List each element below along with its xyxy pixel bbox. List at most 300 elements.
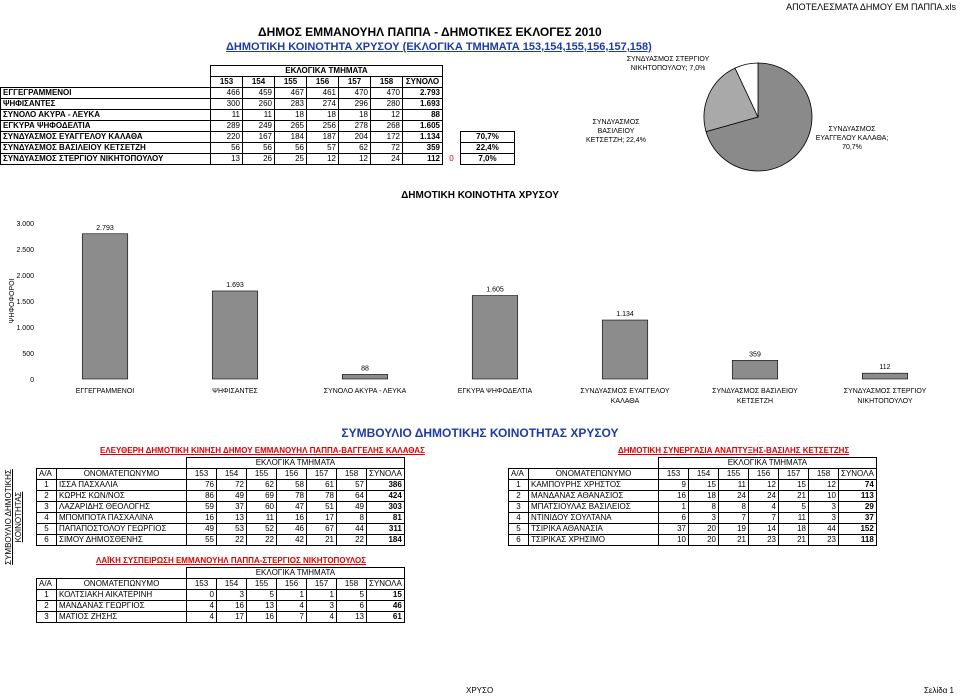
council-cell: 78 [277, 491, 307, 502]
summary-extra [443, 110, 461, 121]
table-row [509, 491, 877, 502]
council-list-title: ΔΗΜΟΤΙΚΗ ΣΥΝΕΡΓΑΣΙΑ ΑΝΑΠΤΥΞΗΣ-ΒΑΣΙΛΗΣ ΚΕΤΣΕΤΖΗΣ [618, 446, 850, 455]
council-total: 15 [367, 590, 405, 601]
council-row-aa: 1 [37, 590, 57, 601]
summary-cell: 278 [339, 121, 371, 132]
council-row-name: ΣΙΜΟΥ ΔΗΜΟΣΘΕΝΗΣ [57, 535, 187, 546]
summary-extra [443, 132, 461, 143]
council-group-header: ΕΚΛΟΓΙΚΑ ΤΜΗΜΑΤΑ [187, 458, 405, 469]
summary-cell: 12 [339, 154, 371, 165]
council-cell: 37 [217, 502, 247, 513]
bar-chart [0, 205, 960, 415]
council-cell: 15 [689, 480, 719, 491]
council-cell: 86 [187, 491, 217, 502]
council-row-aa: 4 [37, 513, 57, 524]
council-cell: 1 [659, 502, 689, 513]
summary-row [1, 88, 515, 99]
council-col-name: ΟΝΟΜΑΤΕΠΩΝΥΜΟ [57, 579, 187, 590]
council-total: 81 [367, 513, 405, 524]
bar-y-label: ΨΗΦΟΦΟΡΟΙ [9, 278, 16, 324]
table-row [37, 524, 405, 535]
bar [342, 374, 388, 379]
council-cell: 59 [187, 502, 217, 513]
council-cell: 3 [689, 513, 719, 524]
summary-cell: 56 [243, 143, 275, 154]
council-total: 46 [367, 601, 405, 612]
summary-cell: 18 [275, 110, 307, 121]
summary-cell: 18 [339, 110, 371, 121]
summary-pct: 70,7% [461, 132, 515, 143]
council-cell: 14 [749, 524, 779, 535]
bar-category-label: ΣΥΝΔΥΑΣΜΟΣ ΒΑΣΙΛΕΙΟΥ ΚΕΤΣΕΤΖΗ [712, 388, 798, 405]
bar [862, 373, 908, 379]
council-col-header: 153 [187, 469, 217, 480]
summary-total: 359 [403, 143, 443, 154]
summary-cell: 56 [211, 143, 243, 154]
bar-category-label: ΣΥΝΟΛΟ ΑΚΥΡΑ - ΛΕΥΚΑ [323, 388, 407, 395]
council-list-title: ΛΑΪΚΗ ΣΥΣΠΕΙΡΩΣΗ ΕΜΜΑΝΟΥΗΛ ΠΑΠΠΑ-ΣΤΕΡΓΙΟΣ ΝΙΚΗΤΟΠΟΥΛΟΣ [96, 556, 367, 565]
council-cell: 58 [277, 480, 307, 491]
council-col-header: ΣΥΝΟΛΑ [367, 469, 405, 480]
summary-cell: 13 [211, 154, 243, 165]
council-cell: 37 [659, 524, 689, 535]
council-total: 386 [367, 480, 405, 491]
council-total: 184 [367, 535, 405, 546]
council-col-header: 156 [277, 579, 307, 590]
summary-cell: 470 [371, 88, 403, 99]
table-row [37, 480, 405, 491]
summary-table [0, 65, 515, 165]
council-cell: 78 [307, 491, 337, 502]
council-cell: 4 [749, 502, 779, 513]
council-cell: 12 [749, 480, 779, 491]
table-row [37, 535, 405, 546]
council-col-aa: Α/Α [509, 469, 529, 480]
summary-extra [443, 88, 461, 99]
council-col-header: 154 [217, 469, 247, 480]
council-cell: 46 [277, 524, 307, 535]
council-side-label: ΣΥΜΒΟΥΛΙΟ ΔΗΜΟΤΙΚΗΣ ΚΟΙΝΟΤΗΤΑΣ [4, 469, 23, 565]
council-col-header: 158 [337, 579, 367, 590]
council-cell: 11 [247, 513, 277, 524]
summary-cell: 184 [275, 132, 307, 143]
summary-cell: 220 [211, 132, 243, 143]
council-cell: 15 [779, 480, 809, 491]
council-list-table [508, 457, 877, 546]
summary-cell: 57 [307, 143, 339, 154]
council-cell: 12 [809, 480, 839, 491]
council-cell: 1 [307, 590, 337, 601]
council-cell: 3 [307, 601, 337, 612]
summary-cell: 300 [211, 99, 243, 110]
council-row-name: ΤΣΙΡΙΚΑ ΑΘΑΝΑΣΙΑ [529, 524, 659, 535]
council-row-aa: 2 [37, 491, 57, 502]
council-row-name: ΙΣΣΑ ΠΑΣΧΑΛΙΑ [57, 480, 187, 491]
summary-total: 1.134 [403, 132, 443, 143]
council-cell: 5 [247, 590, 277, 601]
summary-cell: 72 [371, 143, 403, 154]
council-cell: 61 [307, 480, 337, 491]
council-cell: 24 [719, 491, 749, 502]
pie-label-nikitopoulos: ΣΥΝΔΥΑΣΜΟΣ ΣΤΕΡΓΙΟΥ ΝΙΚΗΤΟΠΟΥΛΟΥ; 7,0% [626, 56, 710, 72]
council-col-header: 155 [719, 469, 749, 480]
council-row-aa: 6 [509, 535, 529, 546]
council-row-aa: 3 [37, 502, 57, 513]
council-cell: 16 [187, 513, 217, 524]
footer-page: Σελίδα 1 [923, 686, 954, 695]
council-total: 61 [367, 612, 405, 623]
council-total: 29 [839, 502, 877, 513]
summary-row [1, 154, 515, 165]
council-col-header: 157 [307, 469, 337, 480]
council-cell: 8 [689, 502, 719, 513]
summary-col-header: 157 [339, 77, 371, 88]
council-row-aa: 6 [37, 535, 57, 546]
council-total: 303 [367, 502, 405, 513]
summary-col-header: 155 [275, 77, 307, 88]
bar-y-tick: 3.000 [16, 221, 34, 228]
council-cell: 19 [719, 524, 749, 535]
summary-cell: 256 [307, 121, 339, 132]
page-title: ΔΗΜΟΣ ΕΜΜΑΝΟΥΗΛ ΠΑΠΠΑ - ΔΗΜΟΤΙΚΕΣ ΕΚΛΟΓΕΣ 2010 [258, 25, 602, 39]
council-col-header: 154 [689, 469, 719, 480]
table-row [509, 502, 877, 513]
council-col-header: 155 [247, 579, 277, 590]
summary-pct [461, 110, 515, 121]
council-row-name: ΝΤΙΝΙΔΟΥ ΣΟΥΛΤΑΝΑ [529, 513, 659, 524]
council-col-header: 153 [187, 579, 217, 590]
summary-cell: 187 [307, 132, 339, 143]
summary-col-header: ΣΥΝΟΛΟ [403, 77, 443, 88]
council-col-header: 157 [307, 579, 337, 590]
summary-cell: 25 [275, 154, 307, 165]
bar-value-label: 112 [879, 364, 891, 372]
summary-cell: 249 [243, 121, 275, 132]
council-cell: 20 [689, 524, 719, 535]
council-cell: 4 [277, 601, 307, 612]
summary-cell: 167 [243, 132, 275, 143]
council-list-table [36, 567, 405, 623]
council-total: 311 [367, 524, 405, 535]
bar-chart-title: ΔΗΜΟΤΙΚΗ ΚΟΙΝΟΤΗΤΑ ΧΡΥΣΟΥ [401, 190, 559, 201]
council-cell: 3 [217, 590, 247, 601]
council-row-aa: 3 [509, 502, 529, 513]
summary-pct [461, 88, 515, 99]
council-cell: 21 [779, 535, 809, 546]
bar-category-label: ΨΗΦΙΣΑΝΤΕΣ [212, 388, 258, 395]
council-row-aa: 1 [37, 480, 57, 491]
pie-label-kalatha: ΣΥΝΔΥΑΣΜΟΣ ΕΥΑΓΓΕΛΟΥ ΚΑΛΑΘΑ; 70,7% [815, 126, 889, 151]
summary-total: 2.793 [403, 88, 443, 99]
council-row-aa: 2 [37, 601, 57, 612]
summary-cell: 56 [275, 143, 307, 154]
summary-row-label: ΣΥΝΔΥΑΣΜΟΣ ΕΥΑΓΓΕΛΟΥ ΚΑΛΑΘΑ [1, 132, 211, 143]
council-list-title: ΕΛΕΥΘΕΡΗ ΔΗΜΟΤΙΚΗ ΚΙΝΗΣΗ ΔΗΜΟΥ ΕΜΜΑΝΟΥΗΛ ΠΑΠΠΑ-ΒΑΓΓΕΛΗΣ ΚΑΛΑΘΑΣ [100, 446, 425, 455]
summary-cell: 62 [339, 143, 371, 154]
council-row-aa: 1 [509, 480, 529, 491]
council-cell: 44 [809, 524, 839, 535]
council-cell: 6 [659, 513, 689, 524]
council-cell: 23 [749, 535, 779, 546]
council-group-header: ΕΚΛΟΓΙΚΑ ΤΜΗΜΑΤΑ [659, 458, 877, 469]
bar-value-label: 359 [749, 351, 761, 359]
council-col-header: 157 [779, 469, 809, 480]
summary-cell: 26 [243, 154, 275, 165]
council-cell: 21 [307, 535, 337, 546]
council-cell: 17 [307, 513, 337, 524]
council-cell: 5 [337, 590, 367, 601]
summary-extra [443, 121, 461, 132]
council-cell: 72 [217, 480, 247, 491]
council-cell: 18 [779, 524, 809, 535]
summary-extra [443, 99, 461, 110]
council-cell: 4 [187, 612, 217, 623]
council-cell: 24 [749, 491, 779, 502]
council-cell: 8 [337, 513, 367, 524]
council-row-name: ΚΟΛΤΣΙΑΚΗ ΑΙΚΑΤΕΡΙΝΗ [57, 590, 187, 601]
table-row [37, 601, 405, 612]
summary-col-header: 153 [211, 77, 243, 88]
council-cell: 51 [307, 502, 337, 513]
summary-row [1, 110, 515, 121]
council-total: 113 [839, 491, 877, 502]
summary-total: 112 [403, 154, 443, 165]
summary-cell: 12 [307, 154, 339, 165]
council-cell: 7 [749, 513, 779, 524]
table-row [509, 480, 877, 491]
council-cell: 60 [247, 502, 277, 513]
council-col-header: 156 [277, 469, 307, 480]
council-cell: 44 [337, 524, 367, 535]
council-row-aa: 5 [509, 524, 529, 535]
council-col-name: ΟΝΟΜΑΤΕΠΩΝΥΜΟ [57, 469, 187, 480]
council-row-name: ΚΩΡΗΣ ΚΩΝ/ΝΟΣ [57, 491, 187, 502]
summary-cell: 274 [307, 99, 339, 110]
council-cell: 23 [809, 535, 839, 546]
bar-category-label: ΣΥΝΔΥΑΣΜΟΣ ΕΥΑΓΓΕΛΟΥ ΚΑΛΑΘΑ [580, 388, 670, 405]
council-cell: 3 [809, 513, 839, 524]
council-col-aa: Α/Α [37, 579, 57, 590]
council-col-header: ΣΥΝΟΛΑ [367, 579, 405, 590]
council-cell: 13 [217, 513, 247, 524]
footer-center: ΧΡΥΣΟ [466, 686, 494, 695]
council-cell: 18 [689, 491, 719, 502]
summary-extra: 0 [449, 154, 454, 163]
council-cell: 69 [247, 491, 277, 502]
table-row [37, 502, 405, 513]
summary-total: 88 [403, 110, 443, 121]
council-cell: 8 [719, 502, 749, 513]
council-total: 37 [839, 513, 877, 524]
summary-cell: 296 [339, 99, 371, 110]
council-col-header: 154 [217, 579, 247, 590]
council-cell: 22 [337, 535, 367, 546]
council-cell: 21 [719, 535, 749, 546]
council-list-table [36, 457, 405, 546]
council-cell: 10 [659, 535, 689, 546]
summary-pct [461, 99, 515, 110]
summary-cell: 289 [211, 121, 243, 132]
bar-value-label: 88 [361, 365, 369, 373]
council-cell: 21 [779, 491, 809, 502]
council-cell: 17 [217, 612, 247, 623]
bar-y-tick: 1.500 [16, 299, 34, 306]
table-row [509, 535, 877, 546]
council-cell: 49 [217, 491, 247, 502]
council-cell: 42 [277, 535, 307, 546]
summary-row [1, 121, 515, 132]
summary-cell: 459 [243, 88, 275, 99]
summary-cell: 204 [339, 132, 371, 143]
council-cell: 16 [247, 612, 277, 623]
summary-row-label: ΣΥΝΔΥΑΣΜΟΣ ΒΑΣΙΛΕΙΟΥ ΚΕΤΣΕΤΖΗ [1, 143, 211, 154]
council-col-header: 158 [337, 469, 367, 480]
bar [82, 234, 128, 379]
summary-row-label: ΣΥΝΟΛΟ ΑΚΥΡΑ - ΛΕΥΚΑ [1, 110, 211, 121]
council-cell: 16 [277, 513, 307, 524]
council-cell: 3 [809, 502, 839, 513]
summary-cell: 467 [275, 88, 307, 99]
council-cell: 62 [247, 480, 277, 491]
summary-cell: 461 [307, 88, 339, 99]
council-cell: 4 [307, 612, 337, 623]
council-cell: 13 [337, 612, 367, 623]
summary-cell: 260 [243, 99, 275, 110]
summary-cell: 470 [339, 88, 371, 99]
council-cell: 52 [247, 524, 277, 535]
council-cell: 16 [217, 601, 247, 612]
bar-category-label: ΕΓΚΥΡΑ ΨΗΦΟΔΕΛΤΙΑ [457, 388, 533, 395]
summary-cell: 12 [371, 110, 403, 121]
council-cell: 20 [689, 535, 719, 546]
page-subtitle: ΔΗΜΟΤΙΚΗ ΚΟΙΝΟΤΗΤΑ ΧΡΥΣΟΥ (ΕΚΛΟΓΙΚΑ ΤΜΗΜΑΤΑ 153,154,155,156,157,158) [226, 41, 652, 53]
bar-value-label: 1.693 [226, 281, 244, 289]
council-total: 118 [839, 535, 877, 546]
council-row-name: ΤΣΙΡΙΚΑΣ ΧΡΗΣΙΜΟ [529, 535, 659, 546]
table-row [509, 513, 877, 524]
summary-col-header: 154 [243, 77, 275, 88]
council-row-name: ΛΑΖΑΡΙΔΗΣ ΘΕΟΛΟΓΗΣ [57, 502, 187, 513]
summary-row [1, 132, 515, 143]
council-row-aa: 2 [509, 491, 529, 502]
council-row-aa: 3 [37, 612, 57, 623]
council-cell: 11 [719, 480, 749, 491]
summary-row-label: ΨΗΦΙΣΑΝΤΕΣ [1, 99, 211, 110]
council-cell: 1 [277, 590, 307, 601]
bar-category-label: ΣΥΝΔΥΑΣΜΟΣ ΣΤΕΡΓΙΟΥ ΝΙΚΗΤΟΠΟΥΛΟΥ [843, 388, 927, 405]
council-row-name: ΜΠΑΤΣΙΟΥΛΑΣ ΒΑΣΙΛΕΙΟΣ [529, 502, 659, 513]
council-row-name: ΠΑΠΑΠΟΣΤΟΛΟΥ ΓΕΩΡΓΙΟΣ [57, 524, 187, 535]
council-cell: 22 [217, 535, 247, 546]
summary-pct [461, 121, 515, 132]
bar [472, 296, 518, 379]
summary-total: 1.605 [403, 121, 443, 132]
summary-cell: 24 [371, 154, 403, 165]
summary-cell: 18 [307, 110, 339, 121]
council-cell: 10 [809, 491, 839, 502]
council-cell: 57 [337, 480, 367, 491]
summary-col-header: 156 [307, 77, 339, 88]
summary-cell: 11 [211, 110, 243, 121]
summary-row [1, 99, 515, 110]
council-cell: 47 [277, 502, 307, 513]
council-row-name: ΜΑΝΔΑΝΑΣ ΑΘΑΝΑΣΙΟΣ [529, 491, 659, 502]
summary-extra [443, 143, 461, 154]
table-row [37, 491, 405, 502]
bar-y-tick: 2.000 [16, 273, 34, 280]
table-row [37, 612, 405, 623]
council-cell: 49 [187, 524, 217, 535]
council-row-aa: 5 [37, 524, 57, 535]
table-row [37, 590, 405, 601]
summary-cell: 280 [371, 99, 403, 110]
summary-col-header: 158 [371, 77, 403, 88]
summary-cell: 172 [371, 132, 403, 143]
council-cell: 0 [187, 590, 217, 601]
council-col-header: 153 [659, 469, 689, 480]
council-col-name: ΟΝΟΜΑΤΕΠΩΝΥΜΟ [529, 469, 659, 480]
table-row [509, 524, 877, 535]
council-cell: 4 [187, 601, 217, 612]
council-col-aa: Α/Α [37, 469, 57, 480]
bar-y-tick: 0 [30, 377, 34, 384]
council-cell: 55 [187, 535, 217, 546]
council-row-aa: 4 [509, 513, 529, 524]
table-row [37, 513, 405, 524]
council-total: 424 [367, 491, 405, 502]
summary-cell: 283 [275, 99, 307, 110]
council-col-header: 158 [809, 469, 839, 480]
council-total: 74 [839, 480, 877, 491]
bar-value-label: 1.134 [616, 311, 634, 319]
council-cell: 5 [779, 502, 809, 513]
council-cell: 67 [307, 524, 337, 535]
council-cell: 13 [247, 601, 277, 612]
council-col-header: ΣΥΝΟΛΑ [839, 469, 877, 480]
summary-total: 1.693 [403, 99, 443, 110]
bar-y-tick: 500 [22, 351, 34, 358]
council-row-name: ΚΑΜΠΟΥΡΗΣ ΧΡΗΣΤΟΣ [529, 480, 659, 491]
council-cell: 16 [659, 491, 689, 502]
council-cell: 64 [337, 491, 367, 502]
bar-value-label: 1.605 [486, 286, 504, 294]
council-row-name: ΜΑΤΙΟΣ ΖΗΣΗΣ [57, 612, 187, 623]
summary-cell: 466 [211, 88, 243, 99]
council-cell: 76 [187, 480, 217, 491]
bar-y-tick: 2.500 [16, 247, 34, 254]
council-group-header: ΕΚΛΟΓΙΚΑ ΤΜΗΜΑΤΑ [187, 568, 405, 579]
council-col-header: 155 [247, 469, 277, 480]
council-side-label-box [4, 452, 28, 582]
bar-value-label: 2.793 [96, 224, 114, 232]
summary-row [1, 143, 515, 154]
council-cell: 7 [719, 513, 749, 524]
council-total: 152 [839, 524, 877, 535]
council-cell: 49 [337, 502, 367, 513]
council-cell: 6 [337, 601, 367, 612]
council-row-name: ΜΠΟΜΠΟΤΑ ΠΑΣΧΑΛΙΝΑ [57, 513, 187, 524]
council-col-header: 156 [749, 469, 779, 480]
bar-category-label: ΕΓΓΕΓΡΑΜΜΕΝΟΙ [75, 388, 135, 395]
bar [212, 291, 258, 379]
bar [602, 320, 648, 379]
summary-cell: 265 [275, 121, 307, 132]
council-cell: 22 [247, 535, 277, 546]
file-label: ΑΠΟΤΕΛΕΣΜΑΤΑ ΔΗΜΟΥ ΕΜ ΠΑΠΠΑ.xls [786, 2, 956, 12]
bar-y-tick: 1.000 [16, 325, 34, 332]
council-cell: 9 [659, 480, 689, 491]
council-cell: 11 [779, 513, 809, 524]
